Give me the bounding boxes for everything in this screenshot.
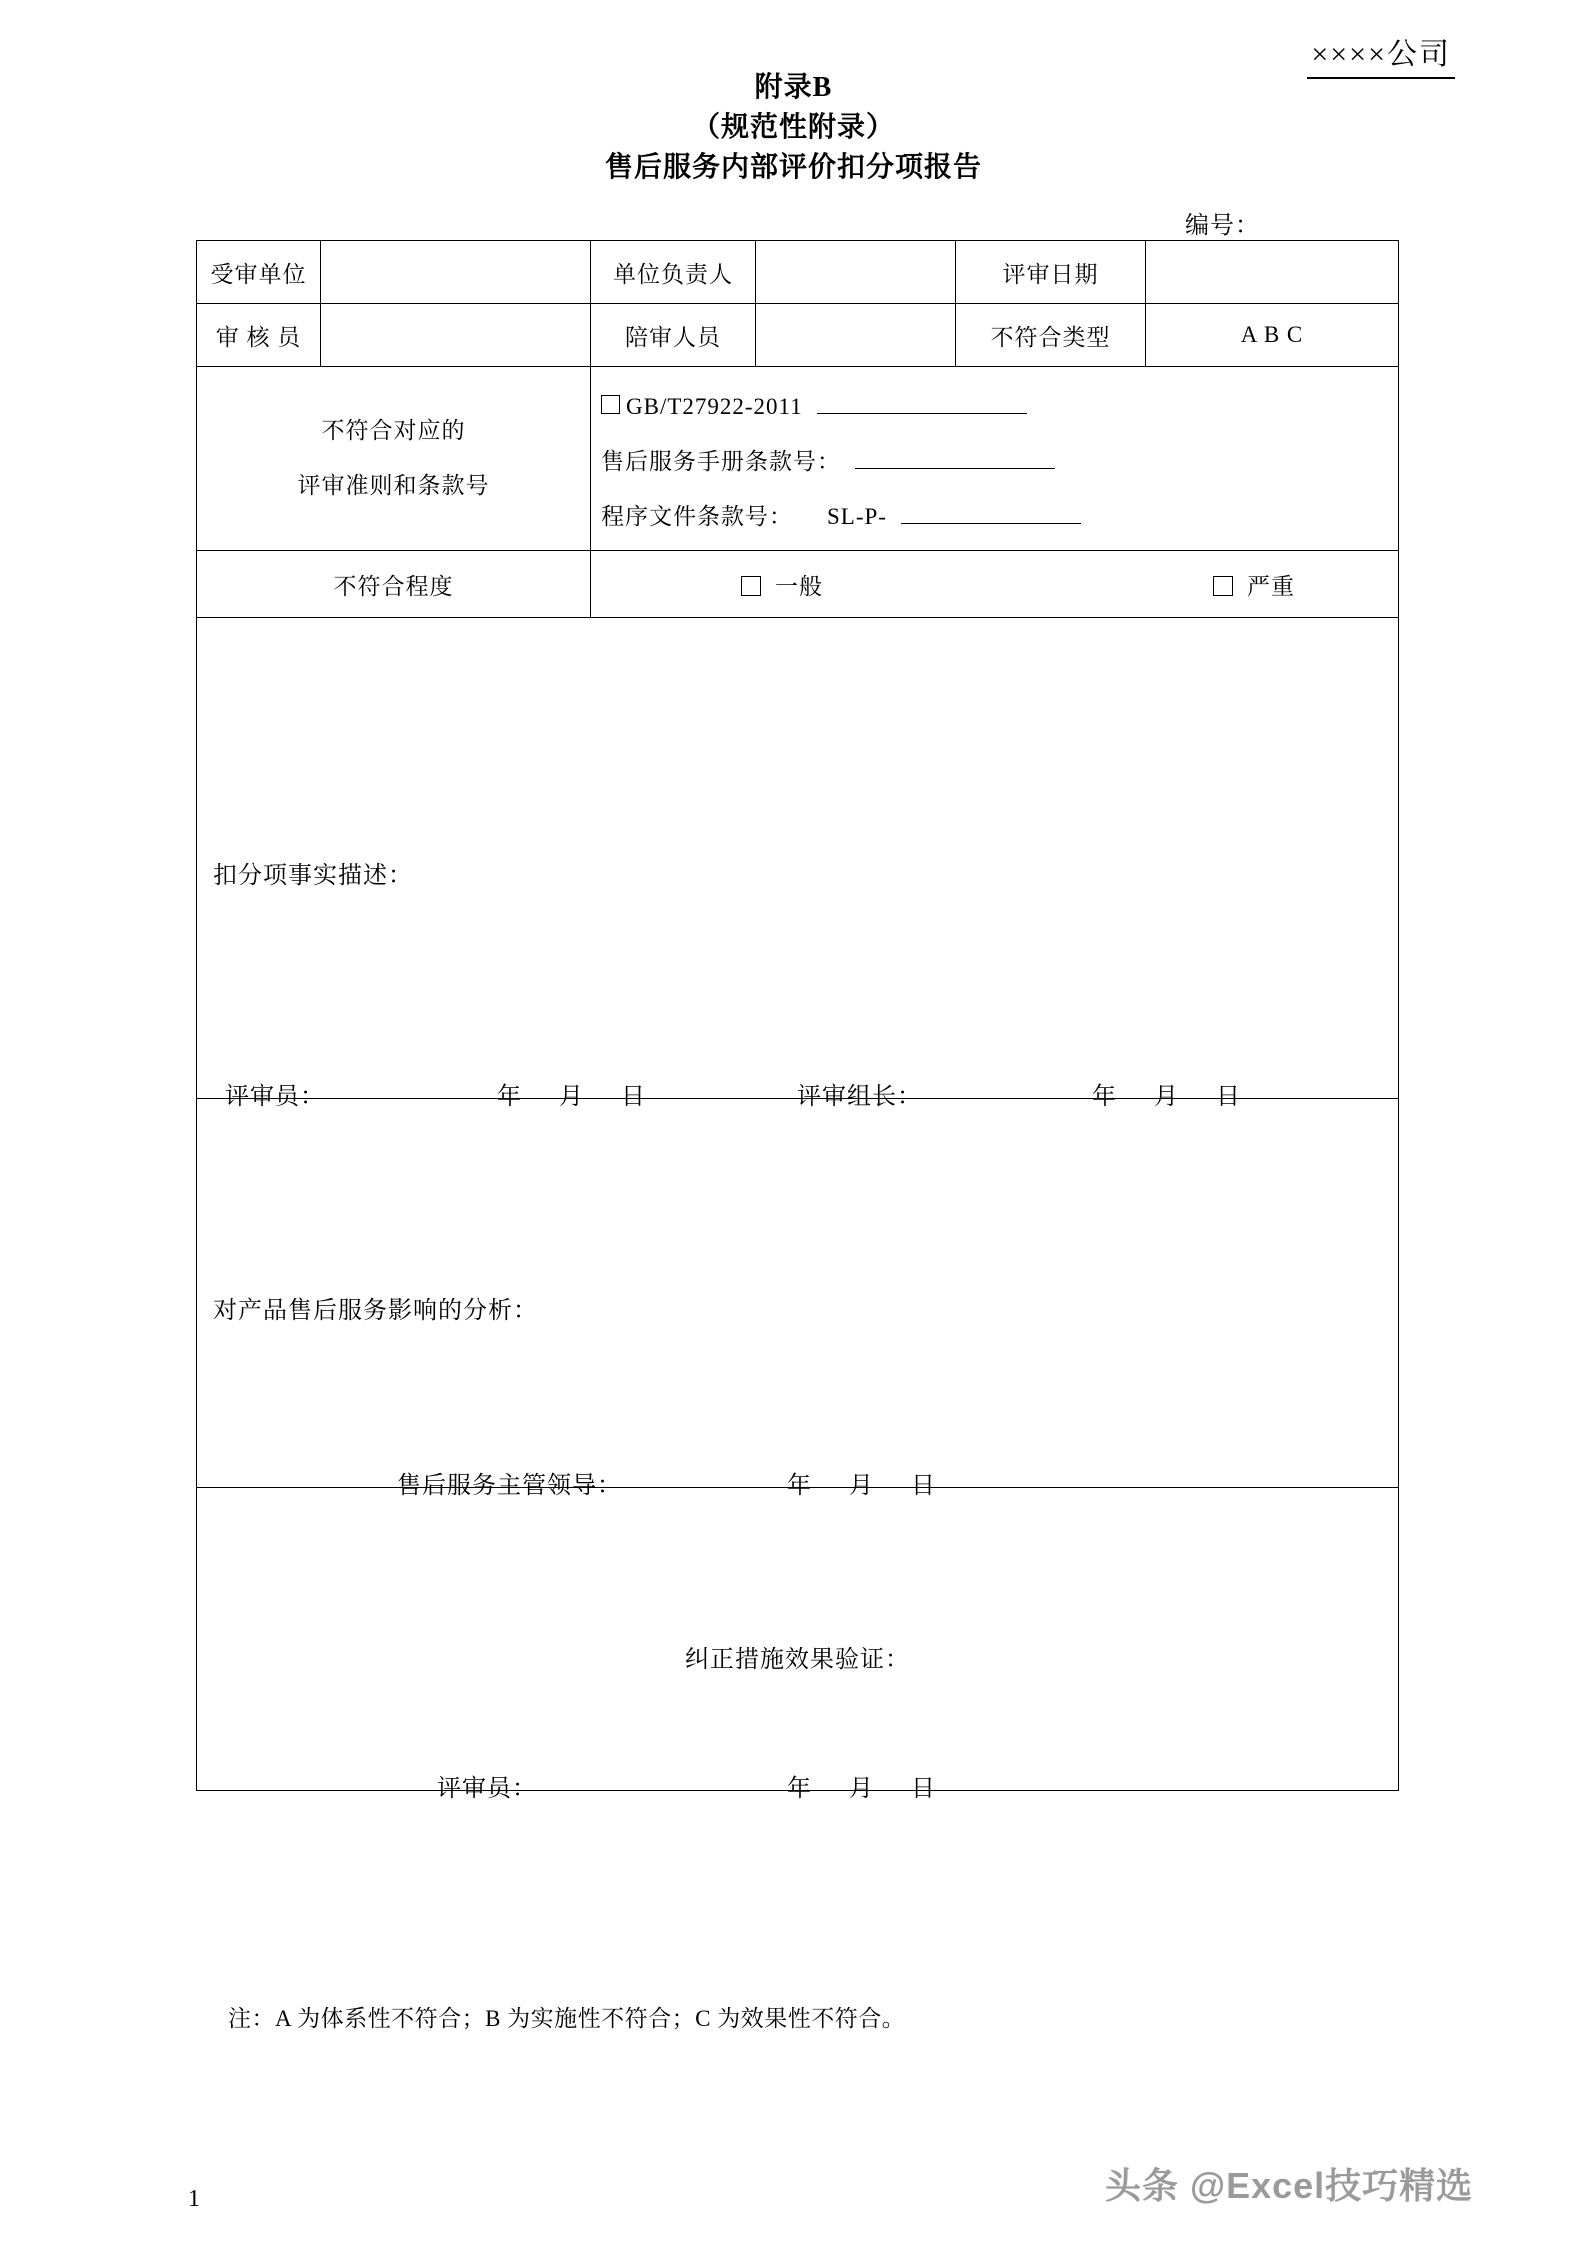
day-label: 日 [621, 1084, 646, 1110]
day-label: 日 [911, 1776, 936, 1802]
verification-reviewer-date[interactable] [787, 1768, 973, 1803]
criteria-manual-input[interactable] [855, 444, 1055, 469]
analysis-cell[interactable] [197, 1099, 1399, 1499]
review-date-value[interactable] [1146, 241, 1399, 304]
fact-reviewer-label: 评审员： [225, 1084, 325, 1110]
criteria-procedure-label: 程序文件条款号： [601, 504, 793, 529]
month-label: 月 [1154, 1084, 1179, 1110]
page-title [0, 68, 1587, 187]
criteria-label-line1: 不符合对应的 [321, 418, 466, 444]
table-row [197, 618, 1399, 1099]
year-label: 年 [787, 1473, 812, 1499]
criteria-manual-label: 售后服务手册条款号： [601, 449, 841, 474]
company-name: ××××公司 [1307, 38, 1455, 79]
month-label: 月 [559, 1084, 584, 1110]
degree-options [591, 568, 1398, 601]
title-subtitle: （规范性附录） [691, 111, 895, 143]
year-label: 年 [497, 1084, 522, 1110]
checkbox-icon[interactable] [1213, 576, 1233, 596]
criteria-procedure-input[interactable] [901, 499, 1081, 524]
nonconformity-type-options[interactable]: A B C [1146, 304, 1399, 367]
year-label: 年 [787, 1776, 812, 1802]
degree-option-serious[interactable] [1213, 568, 1295, 601]
criteria-procedure-row [601, 499, 1398, 528]
evaluation-form-table [196, 240, 1399, 1802]
audited-unit-label: 受审单位 [197, 241, 321, 304]
criteria-standard-input[interactable] [817, 389, 1027, 414]
table-row [197, 1099, 1399, 1488]
degree-options-cell [591, 551, 1399, 618]
degree-label: 不符合程度 [197, 551, 591, 618]
criteria-standard-row [601, 389, 1398, 418]
criteria-label-cell [197, 367, 591, 551]
auditor-value[interactable] [321, 304, 591, 367]
accompanying-value[interactable] [756, 304, 956, 367]
day-label: 日 [1216, 1084, 1241, 1110]
table-row [197, 241, 1399, 304]
auditor-label: 审 核 员 [197, 304, 321, 367]
verification-reviewer-label: 评审员： [437, 1776, 537, 1802]
fact-lead-reviewer-label: 评审组长： [797, 1084, 922, 1110]
criteria-standard-label: GB/T27922-2011 [626, 394, 803, 419]
degree-option-general-label: 一般 [775, 573, 823, 599]
month-label: 月 [849, 1776, 874, 1802]
criteria-fields-cell [591, 367, 1399, 551]
table-row [197, 367, 1399, 551]
analysis-leader-label: 售后服务主管领导： [397, 1473, 622, 1499]
month-label: 月 [849, 1473, 874, 1499]
year-label: 年 [1092, 1084, 1117, 1110]
checkbox-icon[interactable] [741, 576, 761, 596]
fact-description-title: 扣分项事实描述： [213, 862, 413, 889]
watermark: 头条 @Excel技巧精选 [1105, 2165, 1474, 2206]
checkbox-icon[interactable] [601, 395, 620, 414]
review-date-label: 评审日期 [956, 241, 1146, 304]
accompanying-label: 陪审人员 [591, 304, 756, 367]
verification-cell[interactable] [197, 1488, 1399, 1802]
table-row [197, 304, 1399, 367]
table-note: 注：A 为体系性不符合；B 为实施性不符合；C 为效果性不符合。 [228, 2006, 906, 2031]
title-appendix: 附录B [754, 72, 833, 103]
verification-title: 纠正措施效果验证： [685, 1646, 910, 1673]
unit-leader-value[interactable] [756, 241, 956, 304]
day-label: 日 [911, 1473, 936, 1499]
analysis-title: 对产品售后服务影响的分析： [213, 1297, 538, 1324]
criteria-manual-row [601, 444, 1398, 473]
document-number-label: 编号： [1185, 213, 1260, 239]
audited-unit-value[interactable] [321, 241, 591, 304]
degree-option-serious-label: 严重 [1247, 573, 1295, 599]
criteria-procedure-prefix: SL-P- [827, 504, 887, 529]
table-row [197, 551, 1399, 618]
page-number: 1 [188, 2186, 200, 2212]
fact-description-cell[interactable] [197, 618, 1399, 1110]
table-row [197, 1488, 1399, 1791]
degree-option-general[interactable] [741, 568, 823, 601]
unit-leader-label: 单位负责人 [591, 241, 756, 304]
nonconformity-type-label: 不符合类型 [956, 304, 1146, 367]
title-main: 售后服务内部评价扣分项报告 [604, 151, 982, 183]
criteria-label-line2: 评审准则和条款号 [297, 472, 490, 498]
